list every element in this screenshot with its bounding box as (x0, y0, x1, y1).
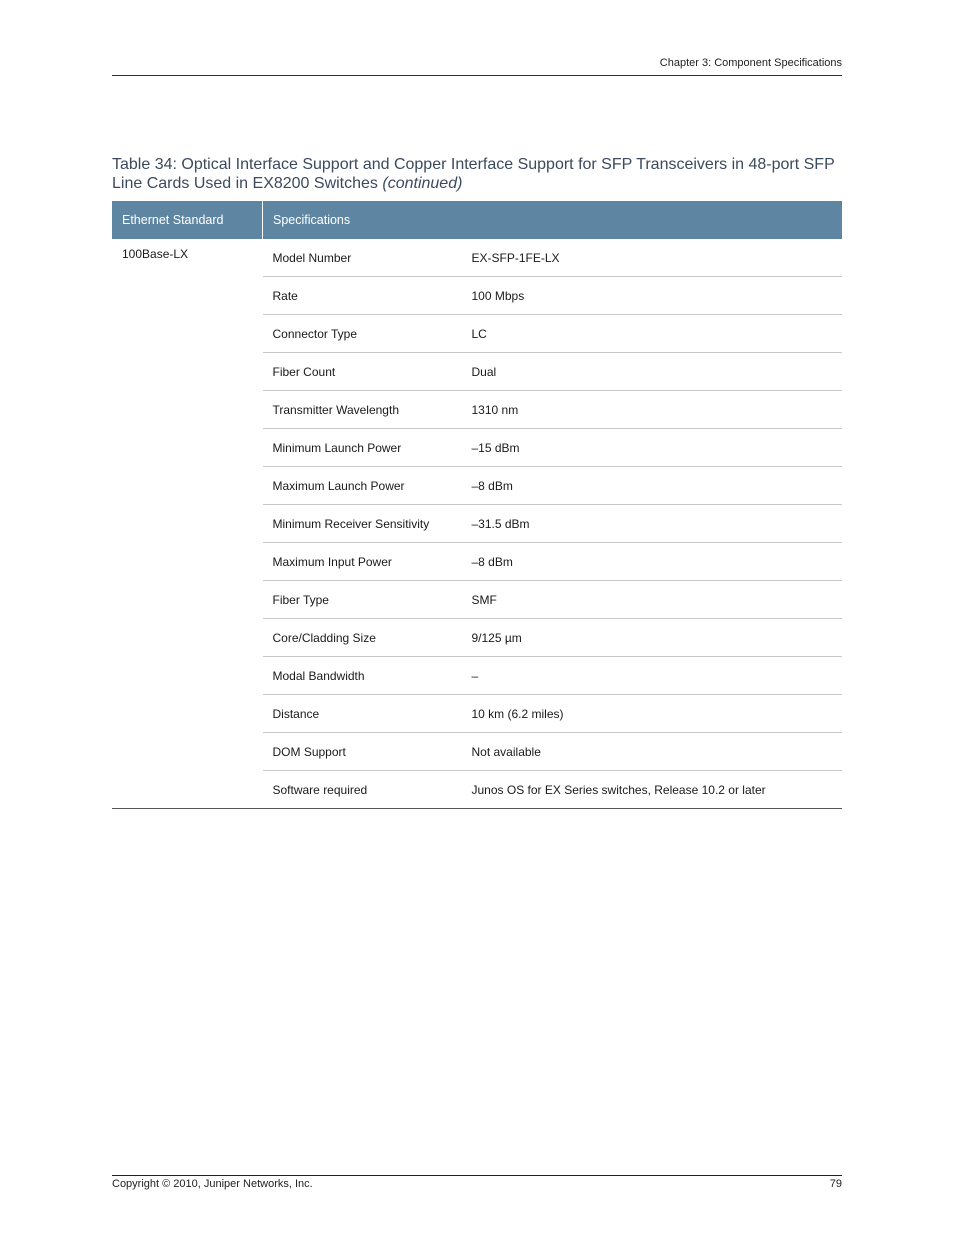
spec-property-cell: Fiber Type (263, 581, 462, 619)
spec-value-cell: Not available (462, 733, 843, 771)
ethernet-standard-cell: 100Base-LX (112, 239, 263, 809)
spec-value-cell: SMF (462, 581, 843, 619)
spec-value-cell: –31.5 dBm (462, 505, 843, 543)
column-header-ethernet-standard: Ethernet Standard (112, 201, 263, 239)
table-row (112, 239, 842, 277)
spec-property-cell: Transmitter Wavelength (263, 391, 462, 429)
spec-property-cell: Model Number (263, 239, 462, 277)
spec-property-cell: Distance (263, 695, 462, 733)
table-header-row (112, 201, 842, 239)
spec-property-cell: Software required (263, 771, 462, 809)
spec-value-cell: LC (462, 315, 843, 353)
spec-value-cell: –8 dBm (462, 543, 843, 581)
spec-value-cell: Dual (462, 353, 843, 391)
spec-property-cell: Connector Type (263, 315, 462, 353)
spec-value-cell: 9/125 µm (462, 619, 843, 657)
spec-property-cell: DOM Support (263, 733, 462, 771)
spec-property-cell: Rate (263, 277, 462, 315)
table-title-text: Table 34: Optical Interface Support and Copper Interface Support for SFP Transceivers in 48-port SFP Line Cards Used in EX8200 Switches (112, 156, 835, 192)
footer-divider (112, 1175, 842, 1176)
spec-property-cell: Fiber Count (263, 353, 462, 391)
spec-property-cell: Maximum Launch Power (263, 467, 462, 505)
spec-table (112, 201, 842, 809)
spec-value-cell: EX-SFP-1FE-LX (462, 239, 843, 277)
header-divider (112, 75, 842, 76)
spec-value-cell: –8 dBm (462, 467, 843, 505)
spec-value-cell: – (462, 657, 843, 695)
spec-value-cell: 100 Mbps (462, 277, 843, 315)
spec-value-cell: Junos OS for EX Series switches, Release 10.2 or later (462, 771, 843, 809)
copyright-text: Copyright © 2010, Juniper Networks, Inc. (112, 1178, 313, 1190)
spec-property-cell: Modal Bandwidth (263, 657, 462, 695)
spec-value-cell: –15 dBm (462, 429, 843, 467)
table-title-continued: (continued) (382, 175, 463, 192)
spec-property-cell: Maximum Input Power (263, 543, 462, 581)
spec-value-cell: 10 km (6.2 miles) (462, 695, 843, 733)
spec-property-cell: Minimum Launch Power (263, 429, 462, 467)
table-title (112, 155, 842, 193)
spec-property-cell: Minimum Receiver Sensitivity (263, 505, 462, 543)
running-header: Chapter 3: Component Specifications (659, 57, 842, 69)
column-header-specifications: Specifications (263, 201, 843, 239)
page-number: 79 (829, 1178, 842, 1190)
spec-property-cell: Core/Cladding Size (263, 619, 462, 657)
table-body (112, 239, 842, 809)
spec-value-cell: 1310 nm (462, 391, 843, 429)
